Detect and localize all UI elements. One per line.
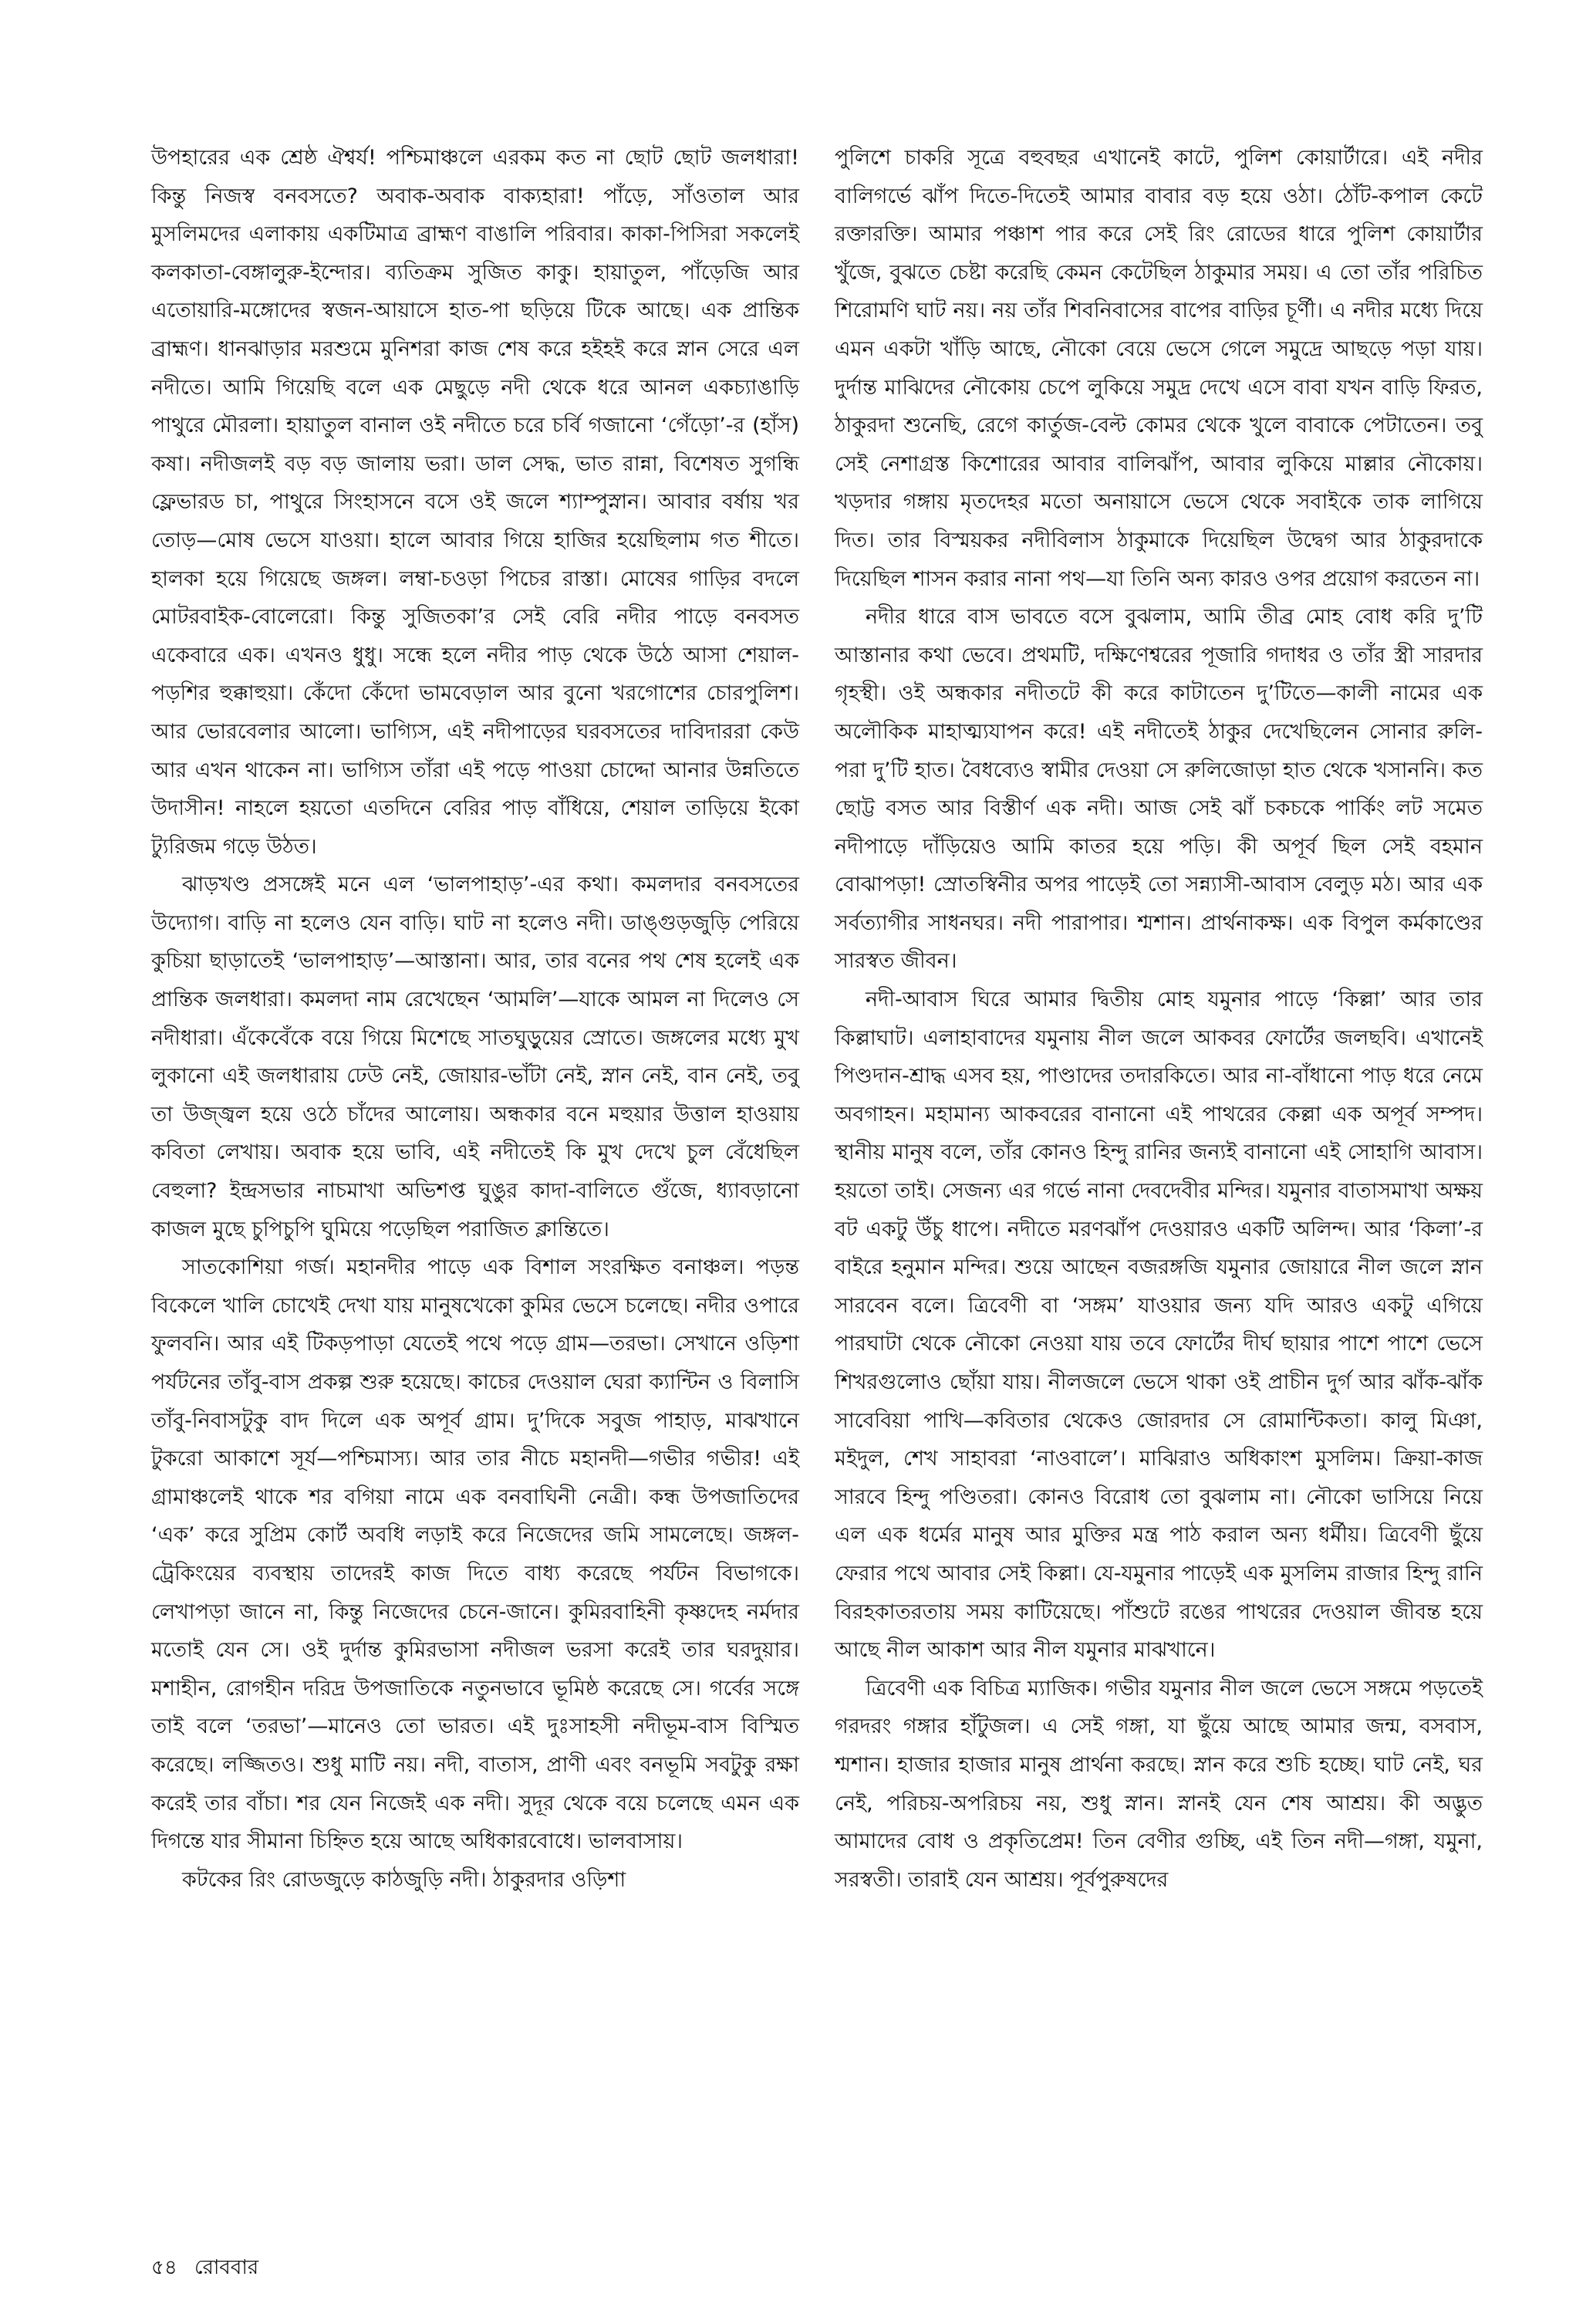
page-number: ৫৪	[151, 2256, 177, 2279]
magazine-name: রোববার	[194, 2256, 259, 2279]
left-column	[151, 139, 799, 1899]
right-paragraph-2: নদীর ধারে বাস ভাবতে বসে বুঝলাম, আমি তীব্র মোহ বোধ করি দু’টি আস্তানার কথা ভেবে। প্রথমটি, দক্ষিণেশ্বরের পূজারি গদাধর ও তাঁর স্ত্রী সারদার গৃহস্থী। ওই অন্ধকার নদীতটে কী করে কাটাতেন দু’টিতে—কালী নামের এক অলৌকিক মাহাত্ম্যযাপন করে! এই নদীতেই ঠাকুর দেখেছিলেন সোনার রুলি-পরা দু’টি হাত। বৈধব্যেও স্বামীর দেওয়া সে রুলিজোড়া হাত থেকে খসাননি। কত ছোট্ট বসত আর বিস্তীর্ণ এক নদী। আজ সেই ঝাঁ চকচকে পার্কিং লট সমেত নদীপাড়ে দাঁড়িয়েও আমি কাতর হয়ে পড়ি। কী অপূর্ব ছিল সেই বহমান বোঝাপড়া! স্রোতস্বিনীর অপর পাড়েই তো সন্ন্যাসী-আবাস বেলুড় মঠ। আর এক সর্বত্যাগীর সাধনঘর। নদী পারাপার। শ্মশান। প্রার্থনাকক্ষ। এক বিপুল কর্মকাণ্ডের সারস্বত জীবন।	[835, 605, 1483, 974]
left-paragraph-4: কটকের রিং রোডজুড়ে কাঠজুড়ি নদী। ঠাকুরদার ওড়িশা	[182, 1867, 626, 1892]
right-paragraph-1: পুলিশে চাকরি সূত্রে বহুবছর এখানেই কাটে, পুলিশ কোয়ার্টারে। এই নদীর বালিগর্ভে ঝাঁপ দিতে-দিতেই আমার বাবার বড় হয়ে ওঠা। ঠোঁট-কপাল কেটে রক্তারক্তি। আমার পঞ্চাশ পার করে সেই রিং রোডের ধারে পুলিশ কোয়ার্টার খুঁজে, বুঝতে চেষ্টা করেছি কেমন কেটেছিল ঠাকুমার সময়। এ তো তাঁর পরিচিত শিরোমণি ঘাট নয়। নয় তাঁর শিবনিবাসের বাপের বাড়ির চূর্ণী। এ নদীর মধ্যে দিয়ে এমন একটা খাঁড়ি আছে, নৌকো বেয়ে ভেসে গেলে সমুদ্রে আছড়ে পড়া যায়। দুর্দান্ত মাঝিদের নৌকোয় চেপে লুকিয়ে সমুদ্র দেখে এসে বাবা যখন বাড়ি ফিরত, ঠাকুরদা শুনেছি, রেগে কার্তুজ-বেল্ট কোমর থেকে খুলে বাবাকে পেটাতেন। তবু সেই নেশাগ্রস্ত কিশোরের আবার বালিঝাঁপ, আবার লুকিয়ে মাল্লার নৌকোয়। খড়দার গঙ্গায় মৃতদেহর মতো অনায়াসে ভেসে থেকে সবাইকে তাক লাগিয়ে দিত। তার বিস্ময়কর নদীবিলাস ঠাকুমাকে দিয়েছিল উদ্বেগ আর ঠাকুরদাকে দিয়েছিল শাসন করার নানা পথ—যা তিনি অন্য কারও ওপর প্রয়োগ করতেন না।	[835, 146, 1483, 591]
page-footer	[151, 2255, 258, 2281]
left-paragraph-2: ঝাড়খণ্ড প্রসঙ্গেই মনে এল ‘ভালপাহাড়’-এর কথা। কমলদার বনবসতের উদ্যোগ। বাড়ি না হলেও যেন বাড়ি। ঘাট না হলেও নদী। ডাঙ্গুড়জুড়ি পেরিয়ে কুচিয়া ছাড়াতেই ‘ভালপাহাড়’—আস্তানা। আর, তার বনের পথ শেষ হলেই এক প্রান্তিক জলধারা। কমলদা নাম রেখেছেন ‘আমলি’—যাকে আমল না দিলেও সে নদীধারা। এঁকেবেঁকে বয়ে গিয়ে মিশেছে সাতঘুড়ুয়ের স্রোতে। জঙ্গলের মধ্যে মুখ লুকানো এই জলধারায় ঢেউ নেই, জোয়ার-ভাঁটা নেই, স্নান নেই, বান নেই, তবু তা উজ্জ্বল হয়ে ওঠে চাঁদের আলোয়। অন্ধকার বনে মহুয়ার উত্তাল হাওয়ায় কবিতা লেখায়। অবাক হয়ে ভাবি, এই নদীতেই কি মুখ দেখে চুল বেঁধেছিল বেহুলা? ইন্দ্রসভার নাচমাখা অভিশপ্ত ঘুঙুর কাদা-বালিতে গুঁজে, ধ্যাবড়ানো কাজল মুছে চুপিচুপি ঘুমিয়ে পড়েছিল পরাজিত ক্লান্তিতে।	[151, 873, 799, 1241]
left-paragraph-3: সাতকোশিয়া গর্জ। মহানদীর পাড়ে এক বিশাল সংরক্ষিত বনাঞ্চল। পড়ন্ত বিকেলে খালি চোখেই দেখা যায় মানুষখেকো কুমির ভেসে চলেছে। নদীর ওপারে ফুলবনি। আর এই টিকড়পাড়া যেতেই পথে পড়ে গ্রাম—তরভা। সেখানে ওড়িশা পর্যটনের তাঁবু-বাস প্রকল্প শুরু হয়েছে। কাচের দেওয়াল ঘেরা ক্যান্টিন ও বিলাসি তাঁবু-নিবাসটুকু বাদ দিলে এক অপূর্ব গ্রাম। দু’দিকে সবুজ পাহাড়, মাঝখানে টুকরো আকাশে সূর্য—পশ্চিমাস্য। আর তার নীচে মহানদী—গভীর গভীর! এই গ্রামাঞ্চলেই থাকে শর বগিয়া নামে এক বনবাঘিনী নেত্রী। কন্ধ উপজাতিদের ‘এক’ করে সুপ্রিম কোর্ট অবধি লড়াই করে নিজেদের জমি সামলেছে। জঙ্গল-ট্রেকিংয়ের ব্যবস্থায় তাদেরই কাজ দিতে বাধ্য করেছে পর্যটন বিভাগকে। লেখাপড়া জানে না, কিন্তু নিজেদের চেনে-জানে। কুমিরবাহিনী কৃষ্ণদেহ নর্মদার মতোই যেন সে। ওই দুর্দান্ত কুমিরভাসা নদীজল ভরসা করেই তার ঘরদুয়ার। মশাহীন, রোগহীন দরিদ্র উপজাতিকে নতুনভাবে ভূমিষ্ঠ করেছে সে। গর্বের সঙ্গে তাই বলে ‘তরভা’—মানেও তো ভারত। এই দুঃসাহসী নদীভূম-বাস বিস্মিত করেছে। লজ্জিতও। শুধু মাটি নয়। নদী, বাতাস, প্রাণী এবং বনভূমি সবটুকু রক্ষা করেই তার বাঁচা। শর যেন নিজেই এক নদী। সুদূর থেকে বয়ে চলেছে এমন এক দিগন্তে যার সীমানা চিহ্নিত হয়ে আছে অধিকারবোধে। ভালবাসায়।	[151, 1255, 799, 1854]
right-paragraph-4: ত্রিবেণী এক বিচিত্র ম্যাজিক। গভীর যমুনার নীল জলে ভেসে সঙ্গমে পড়তেই গরদরং গঙ্গার হাঁটুজল। এ সেই গঙ্গা, যা ছুঁয়ে আছে আমার জন্ম, বসবাস, শ্মশান। হাজার হাজার মানুষ প্রার্থনা করছে। স্নান করে শুচি হচ্ছে। ঘাট নেই, ঘর নেই, পরিচয়-অপরিচয় নয়, শুধু স্নান। স্নানই যেন শেষ আশ্রয়। কী অদ্ভুত আমাদের বোধ ও প্রকৃতিপ্রেম! তিন বেণীর গুচ্ছি, এই তিন নদী—গঙ্গা, যমুনা, সরস্বতী। তারাই যেন আশ্রয়। পূর্বপুরুষদের	[835, 1676, 1483, 1892]
right-paragraph-3: নদী-আবাস ঘিরে আমার দ্বিতীয় মোহ যমুনার পাড়ে ‘কিল্লা’ আর তার কিল্লাঘাট। এলাহাবাদের যমুনায় নীল জলে আকবর ফোর্টের জলছবি। এখানেই পিণ্ডদান-শ্রাদ্ধ এসব হয়, পাণ্ডাদের তদারকিতে। আর না-বাঁধানো পাড় ধরে নেমে অবগাহন। মহামান্য আকবরের বানানো এই পাথরের কেল্লা এক অপূর্ব সম্পদ। স্থানীয় মানুষ বলে, তাঁর কোনও হিন্দু রানির জন্যই বানানো এই সোহাগি আবাস। হয়তো তাই। সেজন্য এর গর্ভে নানা দেবদেবীর মন্দির। যমুনার বাতাসমাখা অক্ষয় বট একটু উঁচু ধাপে। নদীতে মরণঝাঁপ দেওয়ারও একটি অলিন্দ। আর ‘কিলা’-র বাইরে হনুমান মন্দির। শুয়ে আছেন বজরঙ্গজি যমুনার জোয়ারে নীল জলে স্নান সারবেন বলে। ত্রিবেণী বা ‘সঙ্গম’ যাওয়ার জন্য যদি আরও একটু এগিয়ে পারঘাটা থেকে নৌকো নেওয়া যায় তবে ফোর্টের দীর্ঘ ছায়ার পাশে পাশে ভেসে শিখরগুলোও ছোঁয়া যায়। নীলজলে ভেসে থাকা ওই প্রাচীন দুর্গ আর ঝাঁক-ঝাঁক সাবেবিয়া পাখি—কবিতার থেকেও জোরদার সে রোমান্টিকতা। কালু মিঞা, মইদুল, শেখ সাহাবরা ‘নাওবালে’। মাঝিরাও অধিকাংশ মুসলিম। ক্রিয়া-কাজ সারবে হিন্দু পণ্ডিতরা। কোনও বিরোধ তো বুঝলাম না। নৌকো ভাসিয়ে নিয়ে এল এক ধর্মের মানুষ আর মুক্তির মন্ত্র পাঠ করাল অন্য ধর্মীয়। ত্রিবেণী ছুঁয়ে ফেরার পথে আবার সেই কিল্লা। যে-যমুনার পাড়েই এক মুসলিম রাজার হিন্দু রানি বিরহকাতরতায় সময় কাটিয়েছে। পাঁশুটে রঙের পাথরের দেওয়াল জীবন্ত হয়ে আছে নীল আকাশ আর নীল যমুনার মাঝখানে।	[835, 988, 1483, 1663]
right-column	[835, 139, 1483, 1899]
left-paragraph-1: উপহারের এক শ্রেষ্ঠ ঐশ্বর্য! পশ্চিমাঞ্চলে এরকম কত না ছোট ছোট জলধারা! কিন্তু নিজস্ব বনবসতে? অবাক-অবাক বাক্যহারা! পাঁড়ে, সাঁওতাল আর মুসলিমদের এলাকায় একটিমাত্র ব্রাহ্মণ বাঙালি পরিবার। কাকা-পিসিরা সকলেই কলকাতা-বেঙ্গালুরু-ইন্দোর। ব্যতিক্রম সুজিত কাকু। হায়াতুল, পাঁড়েজি আর এতোয়ারি-মঙ্গোদের স্বজন-আয়াসে হাত-পা ছড়িয়ে টিকে আছে। এক প্রান্তিক ব্রাহ্মণ। ধানঝাড়ার মরশুমে মুনিশরা কাজ শেষ করে হইহই করে স্নান সেরে এল নদীতে। আমি গিয়েছি বলে এক মেছুড়ে নদী থেকে ধরে আনল একচ্যাঙাড়ি পাথুরে মৌরলা। হায়াতুল বানাল ওই নদীতে চরে চর্বি গজানো ‘গেঁড়ো’-র (হাঁস) কষা। নদীজলই বড় বড় জালায় ভরা। ডাল সেদ্ধ, ভাত রান্না, বিশেষত সুগন্ধি ফ্লেভারড চা, পাথুরে সিংহাসনে বসে ওই জলে শ্যাম্পুস্নান। আবার বর্ষায় খর তোড়—মোষ ভেসে যাওয়া। হালে আবার গিয়ে হাজির হয়েছিলাম গত শীতে। হালকা হয়ে গিয়েছে জঙ্গল। লম্বা-চওড়া পিচের রাস্তা। মোষের গাড়ির বদলে মোটরবাইক-বোলেরো। কিন্তু সুজিতকা’র সেই বেরি নদীর পাড়ে বনবসত একেবারে এক। এখনও ধুধু। সন্ধে হলে নদীর পাড় থেকে উঠে আসা শেয়াল-পড়শির হুক্কাহুয়া। কেঁদো কেঁদো ভামবেড়াল আর বুনো খরগোশের চোরপুলিশ। আর ভোরবেলার আলো। ভাগ্যিস, এই নদীপাড়ের ঘরবসতের দাবিদাররা কেউ আর এখন থাকেন না। ভাগ্যিস তাঁরা এই পড়ে পাওয়া চোদ্দো আনার উন্নতিতে উদাসীন! নাহলে হয়তো এতদিনে বেরির পাড় বাঁধিয়ে, শেয়াল তাড়িয়ে ইকো ট্যুরিজম গড়ে উঠত।	[151, 146, 799, 859]
